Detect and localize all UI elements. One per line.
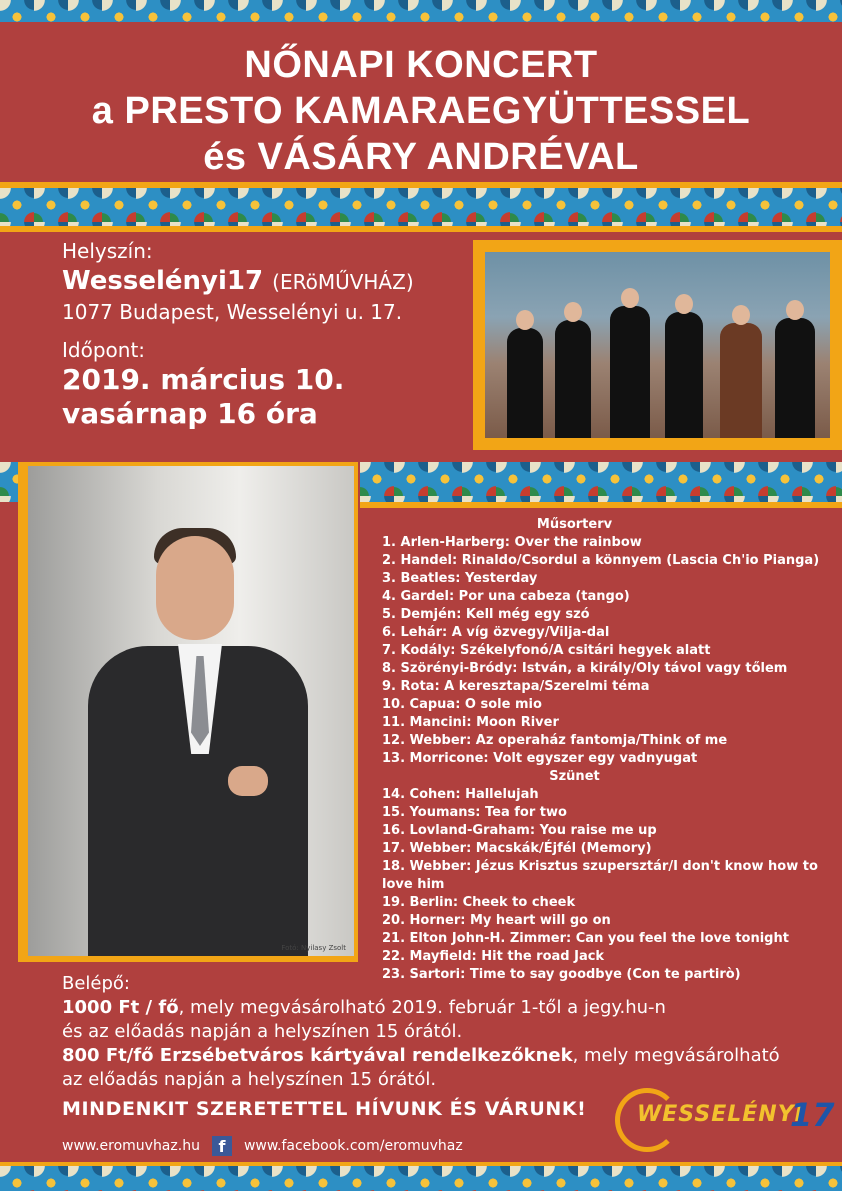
- event-date: 2019. március 10.: [62, 363, 345, 396]
- entry-line-3: [62, 1044, 802, 1068]
- entry-price-1-text: , mely megvásárolható 2019. február 1-től a jegy.hu-n: [178, 997, 666, 1018]
- title-box: [0, 22, 842, 182]
- program-item: 8. Szörényi-Bródy: István, a király/Oly távol vagy tőlem: [382, 661, 788, 676]
- slogan: MINDENKIT SZERETETTEL HÍVUNK ÉS VÁRUNK!: [62, 1098, 587, 1120]
- ensemble-photo: [485, 252, 830, 438]
- gold-line: [360, 502, 842, 508]
- footer: [62, 1136, 463, 1156]
- logo-text: WESSELÉNYI: [637, 1102, 804, 1127]
- program-item: 1. Arlen-Harberg: Over the rainbow: [382, 535, 642, 550]
- program-item: 19. Berlin: Cheek to cheek: [382, 895, 576, 910]
- title-line-1: NŐNAPI KONCERT: [244, 44, 598, 86]
- program-item: 15. Youmans: Tea for two: [382, 805, 567, 820]
- time-label: Időpont:: [62, 338, 146, 362]
- program-item: 23. Sartori: Time to say goodbye (Con te partirò): [382, 967, 741, 982]
- program-item: 22. Mayfield: Hit the road Jack: [382, 949, 605, 964]
- program-list: [382, 516, 837, 984]
- venue-address: 1077 Budapest, Wesselényi u. 17.: [62, 300, 403, 324]
- entry-price-1: 1000 Ft / fő: [62, 997, 179, 1018]
- program-item: 3. Beatles: Yesterday: [382, 571, 538, 586]
- entry-price-2: 800 Ft/fő Erzsébetváros kártyával rendelkezőknek: [62, 1045, 573, 1066]
- logo-number: 17: [790, 1096, 835, 1134]
- program-item: 17. Webber: Macskák/Éjfél (Memory): [382, 841, 652, 856]
- program-item: 13. Morricone: Volt egyszer egy vadnyugat: [382, 751, 698, 766]
- portrait-photo: [28, 466, 354, 956]
- program-item: 20. Horner: My heart will go on: [382, 913, 611, 928]
- program-item: 6. Lehár: A víg özvegy/Vilja-dal: [382, 625, 610, 640]
- bottom-gold-line: [0, 1162, 842, 1166]
- venue-label: Helyszín:: [62, 239, 153, 263]
- left-tile-band: [0, 462, 18, 502]
- website-link[interactable]: www.eromuvhaz.hu: [62, 1138, 200, 1154]
- program-break: Szünet: [549, 769, 600, 784]
- facebook-icon[interactable]: f: [212, 1136, 232, 1156]
- program-item: 9. Rota: A keresztapa/Szerelmi téma: [382, 679, 650, 694]
- title-line-2: a PRESTO KAMARAEGYÜTTESSEL: [91, 90, 751, 132]
- entry-line-1: [62, 996, 802, 1020]
- program-item: 11. Mancini: Moon River: [382, 715, 559, 730]
- middle-tile-band: [0, 188, 842, 226]
- photo-credit: Fotó: Nyilasy Zsolt: [281, 944, 346, 952]
- bottom-tile-band: [0, 1166, 842, 1191]
- entry-price-2-text: , mely megvásárolható: [572, 1045, 780, 1066]
- program-item: 18. Webber: Jézus Krisztus szupersztár/I don't know how to love him: [382, 859, 818, 892]
- program-item: 16. Lovland-Graham: You raise me up: [382, 823, 657, 838]
- program-item: 10. Capua: O sole mio: [382, 697, 542, 712]
- entry-label: Belépő:: [62, 973, 131, 994]
- venue-info: [62, 238, 472, 431]
- program-heading: Műsorterv: [536, 517, 613, 532]
- program-item: 2. Handel: Rinaldo/Csordul a könnyem (Lascia Ch'io Pianga): [382, 553, 820, 568]
- wesselenyi-logo: [615, 1088, 835, 1148]
- program-item: 12. Webber: Az operaház fantomja/Think of me: [382, 733, 728, 748]
- entry-line-2: és az előadás napján a helyszínen 15 órától.: [62, 1021, 463, 1042]
- program-item: 4. Gardel: Por una cabeza (tango): [382, 589, 630, 604]
- venue-name-text: Wesselényi17: [62, 266, 264, 296]
- ensemble-photo-frame: [473, 240, 842, 450]
- program-item: 14. Cohen: Hallelujah: [382, 787, 539, 802]
- portrait-frame: [18, 462, 358, 962]
- venue-name-sub: (ERöMŰVHÁZ): [272, 270, 414, 294]
- event-day-time: vasárnap 16 óra: [62, 397, 318, 430]
- program-item: 7. Kodály: Székelyfonó/A csitári hegyek alatt: [382, 643, 711, 658]
- venue-name: [62, 264, 472, 299]
- top-tile-band: [0, 0, 842, 22]
- entry-info: [62, 972, 802, 1092]
- gold-line: [0, 226, 842, 232]
- entry-line-4: az előadás napján a helyszínen 15 órától.: [62, 1069, 437, 1090]
- program-item: 21. Elton John-H. Zimmer: Can you feel the love tonight: [382, 931, 789, 946]
- facebook-link[interactable]: www.facebook.com/eromuvhaz: [243, 1138, 463, 1154]
- right-tile-band: [360, 462, 842, 502]
- program-item: 5. Demjén: Kell még egy szó: [382, 607, 590, 622]
- title-line-3: és VÁSÁRY ANDRÉVAL: [203, 136, 639, 178]
